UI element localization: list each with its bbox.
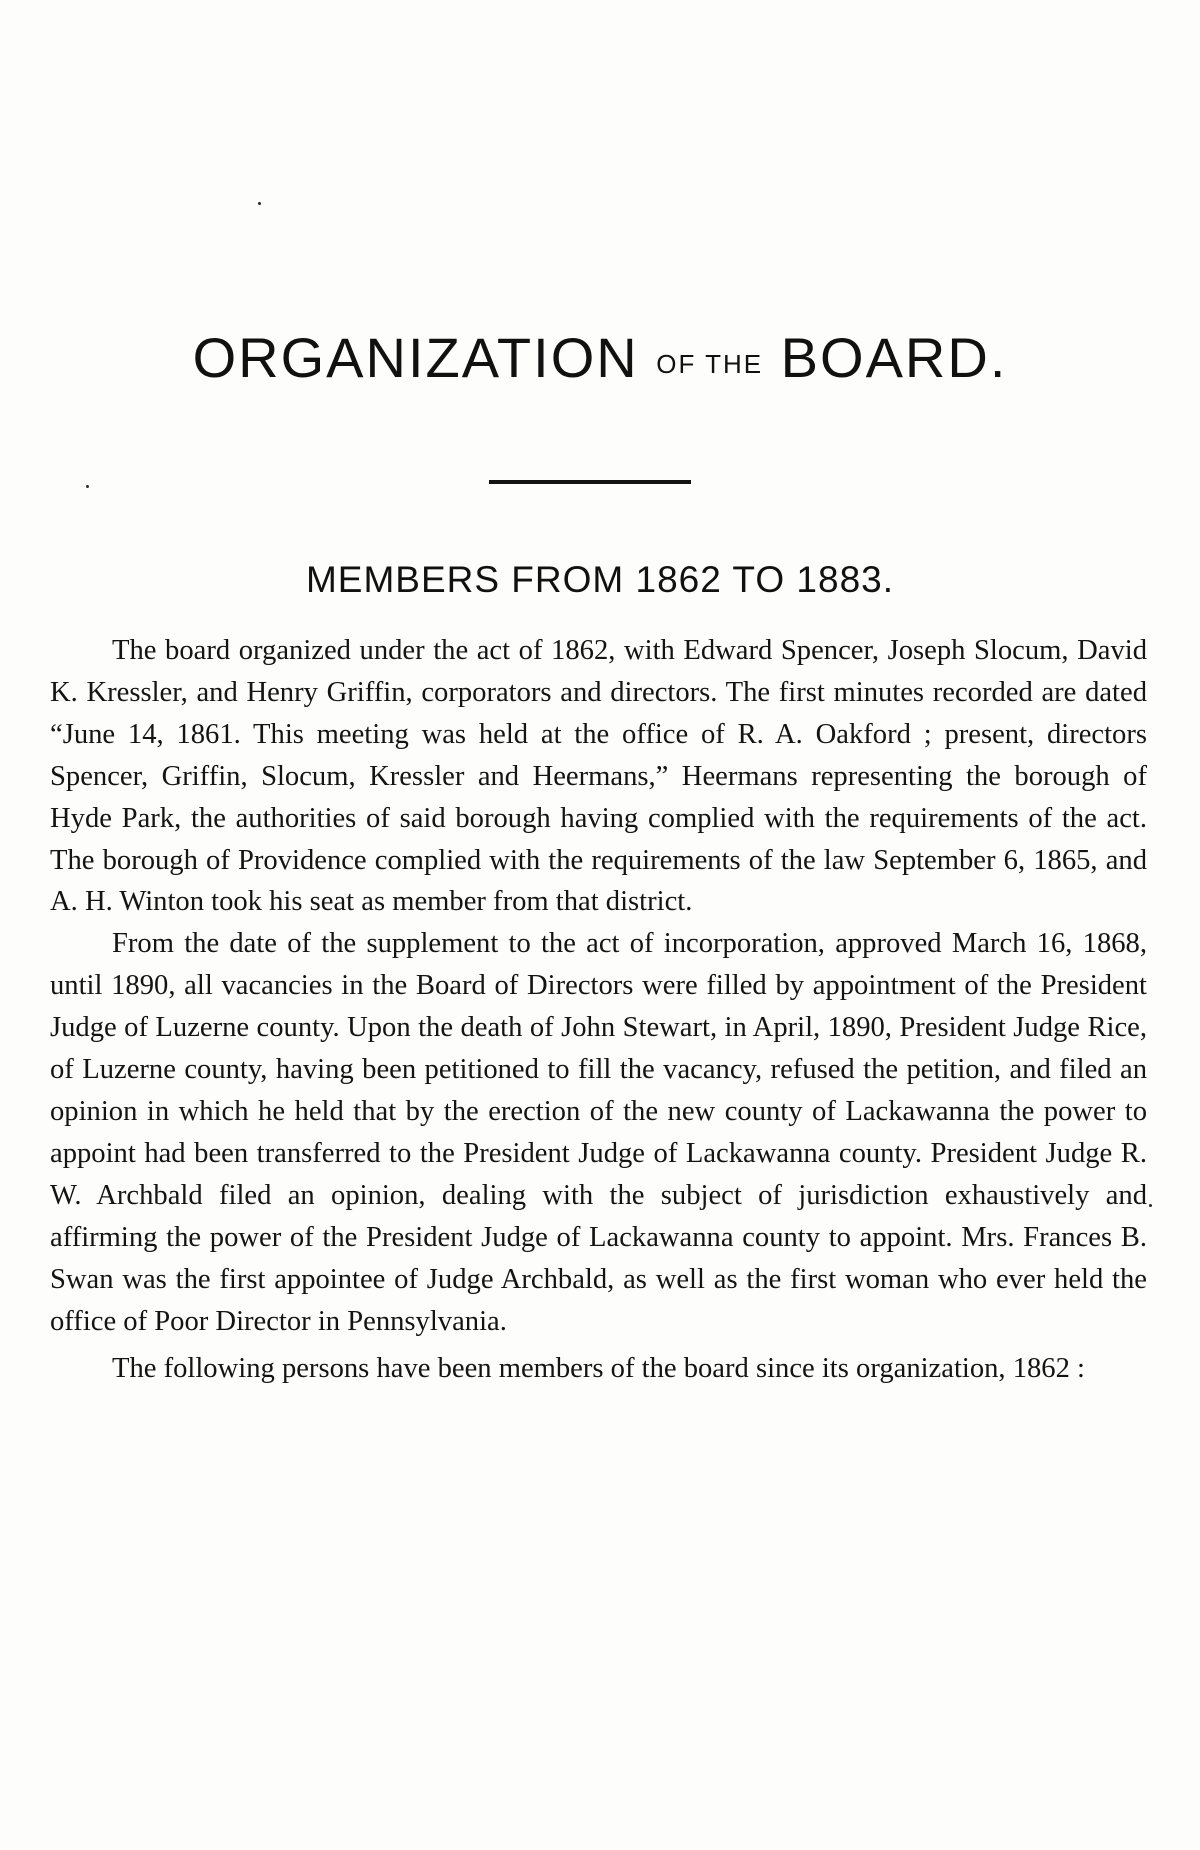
ink-speck <box>258 202 261 205</box>
ink-speck <box>1149 1204 1152 1207</box>
section-heading: MEMBERS FROM 1862 TO 1883. <box>305 559 895 600</box>
ink-speck <box>86 485 89 488</box>
title-divider <box>489 480 691 484</box>
paragraph: From the date of the supplement to the act of incorporation, approved March 16, 1868, until 1890, all vacancies in the Board of Directors were filled by appointment of the President Judge of Luzerne county. Upon the death of John Stewart, in April, 1890, President Judge Rice, of Luzerne county, having been petitioned to fill the vacancy, refused the petition, and filed an opinion in which he held that by the erection of the new county of Lackawanna the power to appoint had been transferred to the President Judge of Lackawanna county. President Judge R. W. Archbald filed an opinion, dealing with the subject of jurisdiction exhaustively and affirming the power of the President Judge of Lackawanna county to appoint. Mrs. Frances B. Swan was the first appointee of Judge Archbald, as well as the first woman who ever held the office of Poor Director in Pennsylvania. <box>50 928 1147 1337</box>
title-end: BOARD. <box>780 326 1008 389</box>
title-main: ORGANIZATION <box>192 326 639 389</box>
body-text <box>50 630 1147 1390</box>
paragraph: The following persons have been members of the board since its organization, 1862 : <box>112 1353 1085 1385</box>
paragraph: The board organized under the act of 1862, with Edward Spencer, Joseph Slocum, David K. Kressler, and Henry Griffin, corporators and directors. The first minutes recorded are dated “June 14, 1861. This meeting was held at the office of R. A. Oakford ; present, directors Spencer, Griffin, Slocum, Kressler and Heermans,” Heermans representing the borough of Hyde Park, the authorities of said borough having complied with the requirements of the act. The borough of Providence complied with the requirements of the law September 6, 1865, and A. H. Winton took his seat as member from that district. <box>50 635 1147 918</box>
page-title <box>0 322 1200 400</box>
title-connector: OF THE <box>656 349 764 379</box>
